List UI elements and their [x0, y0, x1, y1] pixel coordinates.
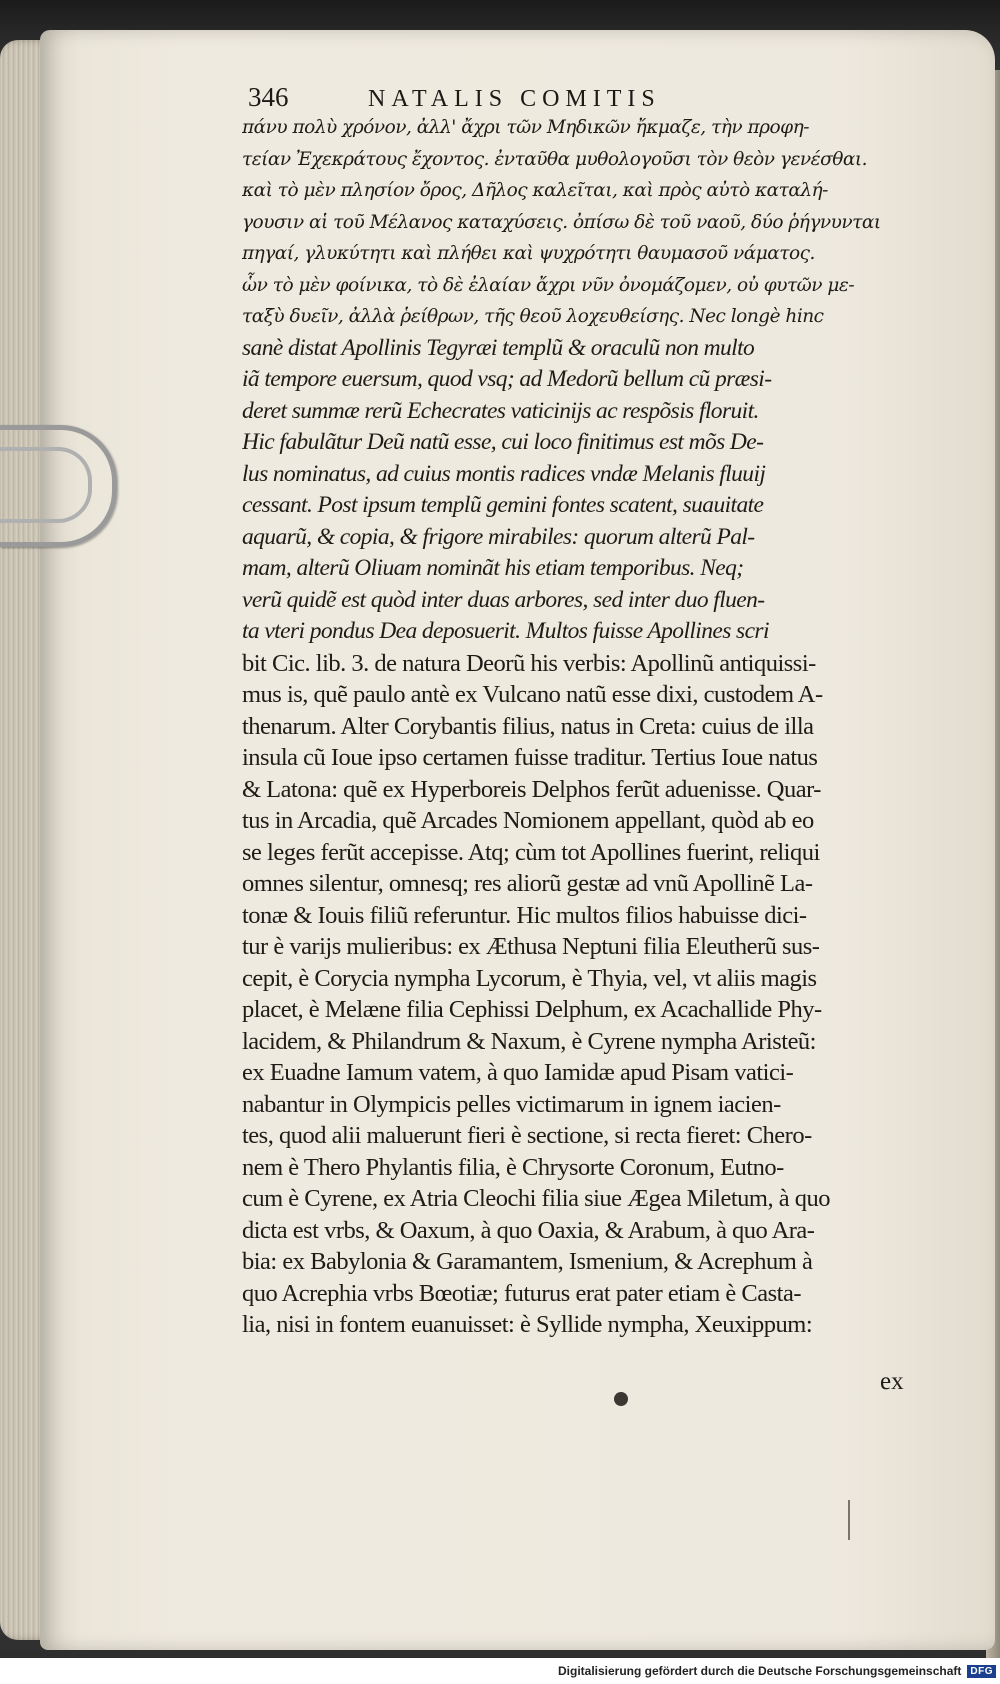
catchword: ex: [880, 1368, 904, 1395]
text-line: bia: ex Babylonia & Garamantem, Ismenium, & Acrephum à: [242, 1248, 813, 1275]
text-line: quo Acrephia vrbs Bœotiæ; futurus erat pater etiam è Casta-: [242, 1279, 802, 1307]
text-line: tur è varijs mulieribus: ex Æthusa Neptuni filia Eleutherũ sus-: [242, 933, 820, 960]
text-line: insula cũ Ioue ipso certamen fuisse traditur. Tertius Ioue natus: [242, 744, 818, 771]
text-line: ταξὺ δυεῖν, ἀλλὰ ῥείθρων, τῆς θεοῦ λοχευθείσης. Nec longè hinc: [242, 306, 824, 327]
body-text: [242, 112, 907, 1341]
text-line: sanè distat Apollinis Tegyræi templũ & oraculũ non multo: [242, 334, 755, 361]
ornament-dot: [614, 1392, 628, 1406]
text-line: καὶ τὸ μὲν πλησίον ὄρος, Δῆλος καλεῖται, καὶ πρὸς αὐτὸ καταλή-: [242, 180, 828, 201]
text-line: tonæ & Iouis filiũ referuntur. Hic multos filios habuisse dici-: [242, 901, 807, 929]
text-line: tes, quod alii maluerunt fieri è sectione, si recta fieret: Chero-: [242, 1122, 812, 1149]
text-line: πάνυ πολὺ χρόνον, ἀλλ' ἄχρι τῶν Μηδικῶν ἤκμαζε, τὴν προφη-: [242, 117, 809, 138]
text-line: cepit, è Corycia nympha Lycorum, è Thyia, vel, vt aliis magis: [242, 964, 817, 992]
text-line: ὧν τὸ μὲν φοίνικα, τὸ δὲ ἐλαίαν ἄχρι νῦν ὀνομάζομεν, οὐ φυτῶν με-: [242, 274, 855, 296]
text-line: lacidem, & Philandrum & Naxum, è Cyrene nympha Aristeũ:: [242, 1027, 816, 1055]
text-line: mam, alterũ Oliuam nominãt his etiam temporibus. Neq;: [242, 555, 744, 581]
text-line: cessant. Post ipsum templũ gemini fontes scatent, suauitate: [242, 492, 764, 518]
text-line: cum è Cyrene, ex Atria Cleochi filia siue Ægea Miletum, à quo: [242, 1185, 830, 1212]
text-line: γουσιν αἱ τοῦ Μέλανος καταχύσεις. ὀπίσω δὲ τοῦ ναοῦ, δύο ῥήγνυνται: [242, 211, 881, 233]
text-line: nabantur in Olympicis pelles victimarum in ignem iacien-: [242, 1090, 781, 1118]
margin-mark: [848, 1500, 850, 1540]
text-line: iã tempore euersum, quod vsq; ad Medorũ bellum cũ præsi-: [242, 366, 772, 392]
page-header: [248, 82, 908, 112]
text-line: thenarum. Alter Corybantis filius, natus in Creta: cuius de illa: [242, 712, 814, 740]
dfg-logo-icon: DFG: [967, 1665, 996, 1678]
text-line: placet, è Melæne filia Cephissi Delphum, ex Acachallide Phy-: [242, 996, 822, 1023]
text-line: omnes silentur, omnesq; res aliorũ gestæ ad vnũ Apollinẽ La-: [242, 870, 813, 897]
text-line: aquarũ, & copia, & frigore mirabiles: quorum alterũ Pal-: [242, 523, 755, 550]
text-line: mus is, quẽ paulo antè ex Vulcano natũ esse dixi, custodem A-: [242, 681, 823, 708]
text-line: ex Euadne Iamum vatem, à quo Iamidæ apud Pisam vatici-: [242, 1059, 794, 1086]
text-line: bit Cic. lib. 3. de natura Deorũ his verbis: Apollinũ antiquissi-: [242, 649, 816, 677]
text-line: dicta est vrbs, & Oaxum, à quo Oaxia, & Arabum, à quo Ara-: [242, 1216, 815, 1244]
text-line: verũ quidẽ est quòd inter duas arbores, sed inter duo fluen-: [242, 586, 765, 613]
running-title: NATALIS COMITIS: [368, 86, 661, 112]
text-line: nem è Thero Phylantis filia, è Chrysorte Coronum, Eutno-: [242, 1153, 784, 1181]
text-line: se leges ferũt accepisse. Atq; cùm tot Apollines fuerint, reliqui: [242, 838, 820, 866]
funding-credit: Digitalisierung gefördert durch die Deutsche Forschungsgemeinschaft: [557, 1664, 962, 1678]
text-line: ta vteri pondus Dea deposuerit. Multos fuisse Apollines scri: [242, 618, 769, 644]
paper-clip-inner-loop: [0, 447, 92, 523]
digitization-footer: [0, 1658, 1000, 1684]
text-line: lia, nisi in fontem euanuisset: è Syllide nympha, Xeuxippum:: [242, 1311, 813, 1338]
text-line: lus nominatus, ad cuius montis radices vndæ Melanis fluuij: [242, 460, 766, 487]
text-line: & Latona: quẽ ex Hyperboreis Delphos ferũt aduenisse. Quar-: [242, 775, 821, 803]
text-line: tus in Arcadia, quẽ Arcades Nomionem appellant, quòd ab eo: [242, 807, 814, 834]
text-line: Hic fabulãtur Deũ natũ esse, cui loco finitimus est mõs De-: [242, 429, 764, 455]
text-line: τείαν Ἐχεκράτους ἔχοντος. ἐνταῦθα μυθολογοῦσι τὸν θεὸν γενέσθαι.: [242, 148, 867, 170]
text-line: πηγαί, γλυκύτητι καὶ πλήθει καὶ ψυχρότητι θαυμασοῦ νάματος.: [242, 243, 815, 264]
page-number: 346: [248, 82, 289, 112]
text-line: deret summæ rerũ Echecrates vaticinijs ac respõsis floruit.: [242, 397, 759, 424]
